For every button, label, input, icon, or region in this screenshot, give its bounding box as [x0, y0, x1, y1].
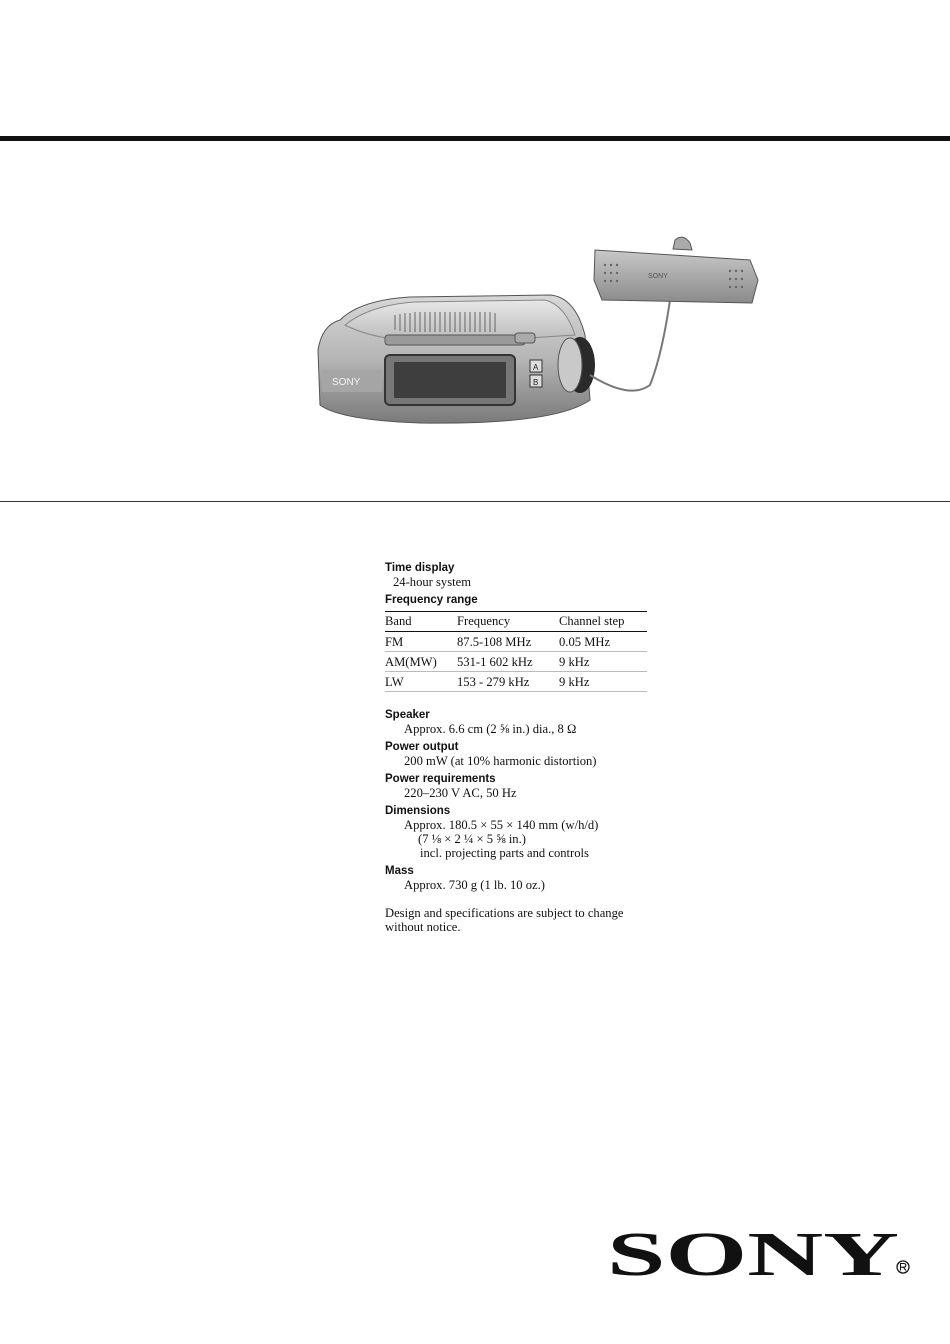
section-rule — [0, 501, 950, 502]
frequency-table — [385, 611, 647, 692]
time-display-value: 24-hour system — [393, 575, 472, 589]
specifications — [385, 561, 650, 934]
speaker-value: Approx. 6.6 cm (2 ⅝ in.) dia., 8 Ω — [404, 722, 577, 736]
specs-notice — [385, 906, 650, 934]
frequency-cell: 531-1 602 kHz — [457, 652, 559, 672]
antenna-logo: SONY — [648, 273, 668, 280]
table-row — [385, 672, 647, 692]
top-rule — [0, 136, 950, 141]
dimensions-note: incl. projecting parts and controls — [420, 846, 589, 860]
notice-line: Design and specifications are subject to change — [385, 906, 624, 920]
dimensions-inches: (7 ⅛ × 2 ¼ × 5 ⅝ in.) — [418, 832, 526, 846]
power-output-heading: Power output — [385, 741, 459, 753]
table-row — [385, 652, 647, 672]
dimensions-heading: Dimensions — [385, 805, 451, 817]
sony-logo-text: SONY — [607, 1221, 899, 1282]
mass-value: Approx. 730 g (1 lb. 10 oz.) — [404, 878, 545, 892]
column-header-channel-step: Channel step — [559, 612, 647, 632]
device-logo: SONY — [332, 377, 361, 388]
table-row — [385, 632, 647, 652]
frequency-cell: 87.5-108 MHz — [457, 632, 559, 652]
sony-logo — [605, 1220, 915, 1282]
table-header-row — [385, 612, 647, 632]
band-cell: FM — [385, 632, 457, 652]
time-display-heading: Time display — [385, 562, 455, 574]
channel-step-cell: 9 kHz — [559, 672, 647, 692]
frequency-cell: 153 - 279 kHz — [457, 672, 559, 692]
clock-radio-photo — [300, 225, 780, 445]
frequency-range-heading: Frequency range — [385, 594, 478, 606]
column-header-frequency: Frequency — [457, 612, 559, 632]
power-output-value: 200 mW (at 10% harmonic distortion) — [404, 754, 597, 768]
column-header-band: Band — [385, 612, 457, 632]
channel-step-cell: 9 kHz — [559, 652, 647, 672]
speaker-heading: Speaker — [385, 709, 430, 721]
channel-step-cell: 0.05 MHz — [559, 632, 647, 652]
power-requirements-heading: Power requirements — [385, 773, 496, 785]
power-requirements-value: 220–230 V AC, 50 Hz — [404, 786, 517, 800]
dimensions-value: Approx. 180.5 × 55 × 140 mm (w/h/d) — [404, 818, 599, 832]
button-b-label: B — [533, 378, 539, 387]
button-a-label: A — [533, 363, 539, 372]
band-cell: LW — [385, 672, 457, 692]
mass-heading: Mass — [385, 865, 414, 877]
notice-line: without notice. — [385, 920, 461, 934]
band-cell: AM(MW) — [385, 652, 457, 672]
